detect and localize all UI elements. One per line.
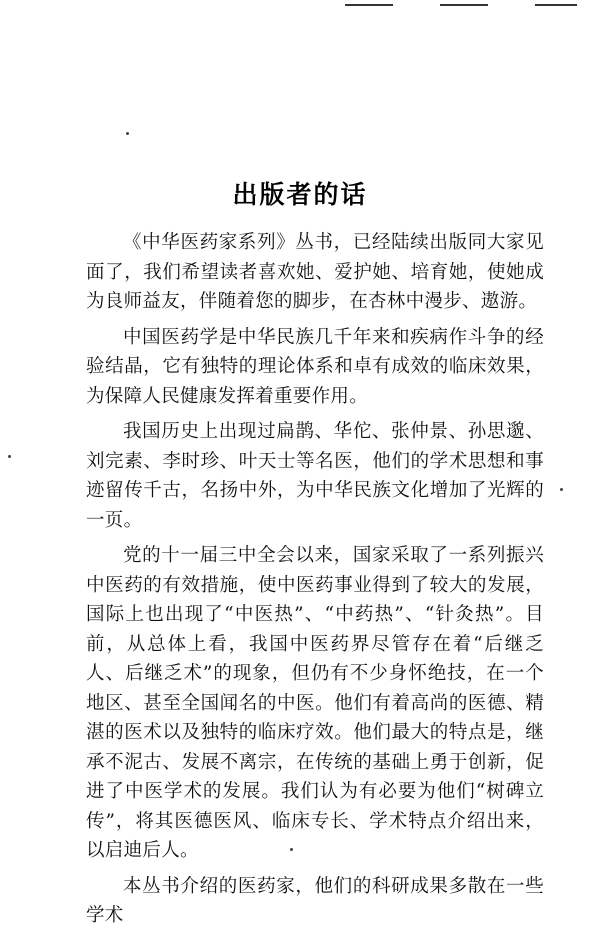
paragraph-intro: 《中华医药家系列》丛书，已经陆续出版同大家见面了，我们希望读者喜欢她、爱护她、培育她，使她成为良师益友，伴随着您的脚步，在杏林中漫步、遨游。	[86, 232, 544, 312]
scan-speck	[560, 488, 563, 491]
scan-speck	[8, 455, 11, 458]
top-rule-left	[345, 4, 393, 6]
page-title: 出版者的话	[232, 179, 368, 209]
paragraph-tcm: 中国医药学是中华民族几千年来和疾病作斗争的经验结晶，它有独特的理论体系和卓有成效的临床效果，为保障人民健康发挥着重要作用。	[86, 326, 544, 407]
paragraph-series: 本丛书介绍的医药家，他们的科研成果多散在一些学术	[86, 875, 544, 926]
top-rule-middle	[440, 4, 488, 6]
body-text	[86, 228, 544, 931]
paragraph-policy: 党的十一届三中全会以来，国家采取了一系列振兴中医药的有效措施，使中医药事业得到了较大的发展，国际上也出现了“中医热”、“中药热”、“针灸热”。目前，从总体上看，我国中医药界尽管存在着“后继乏人、后继乏术”的现象，但仍有不少身怀绝技，在一个地区、甚至全国闻名的中医。他们有着高尚的医德、精湛的医术以及独特的临床疗效。他们最大的特点是，继承不泥古、发展不离宗，在传统的基础上勇于创新，促进了中医学术的发展。我们认为有必要为他们“树碑立传”，将其医德医风、临床专长、学术特点介绍出来，以启迪后人。	[86, 545, 544, 861]
paragraph-history: 我国历史上出现过扁鹊、华佗、张仲景、孙思邈、刘完素、李时珍、叶天士等名医，他们的学术思想和事迹留传千古，名扬中外，为中华民族文化增加了光辉的一页。	[86, 421, 544, 531]
top-rule-right	[535, 4, 577, 6]
scan-speck	[126, 132, 129, 135]
